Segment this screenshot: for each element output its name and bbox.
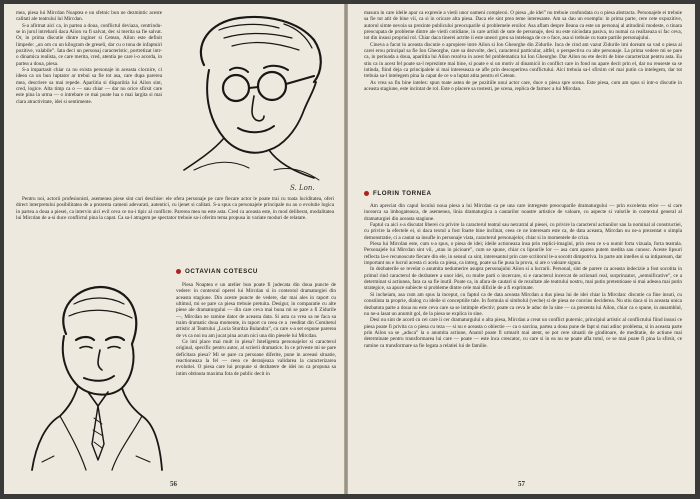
paragraph: Pentru noi, actorii profesionisti, asemenea piese sint cari deschise: ele ofera personaje pe care fiecare actor le poate trai cu toata luciditatea, oferi direct interpretului posibilitatea de a prezenta cameni adevarati, autentici, cu ijenet si calitati. S-a spus ca personajele principale nu au o evolutie logica in partea a doua a piesei, ca intervin aici evil ceva ce nu-i tipic al conflicte. Parerea mea nu este asta. Cred ca aceasta este, in mod deliberat, modalitatea lui Mircdan de a-si duce conflictul pina la capat. Ca sa-l atragem pe spectator trebuie sa-i oferim tema propusa in variate moduri de relatare.: [16, 196, 334, 222]
paragraph: Desi nu sint de acord cu cei care ii cer dramaturgului o alta piesa, Mircdan a creat un conflict puternic, principiul artistic al conflictului fiind insusi ce piesa poate fi privita ca o piesa cu teza — si nu e aceasta o obiectie — ca o sarcina, partea a doua pune de fapt si mai adinc problema, si in aceasta parte prin Ailon sa se „aduca” la o anumita actiune, Anatol poate fi urmarit mai atent, se pot cere situatii de ginditoare, de meditatie, de actiune mai determinate pentru transformarea lui care — poate — este inca crescator, cu care si in ea nu se poate afla totul, ce se mai poate fi pina la sfirsit, ce ramine ca transformare sa fie legata a relatiei lui de familie.: [364, 317, 682, 349]
left-section-text-column: [176, 282, 336, 377]
right-page: [348, 4, 695, 494]
right-top-text-column: [364, 10, 682, 92]
section-heading-octavian-cotescu: OCTAVIAN COTESCU: [176, 268, 258, 275]
paragraph: masura in care ideile apar ca expresie a vietii unor oameni complecsi. O piesa „de idei” nu trebuie confundata cu o piesa abstracta. Personajele ei trebuie sa fie tot atit de bine vii, ca si in oricare alta piesa. Daca ele sint prea teme interesante. Am sa dau un exemplu: in prima parte, cere cete expozitive, autorul simte nevoia sa prezinte publicului preocuparile si problemele eroilor. Asa aflam despre Ileana ca este un personaj al atitudinii modeste, o tinara preocupata de probleme dintre ale vietii cotidiane, in care artisti de sute de personaje, desi nu este niciodata pasiva, nu numai ca realizeaza si fac ceva, tot din insusi propriul rol. Chiar daca tinerei actrite ii este uneori greu sa inteleaga de ce o face, asa si trebuie cu toate partile personajului.: [364, 10, 682, 42]
paragraph: mea, piesa lui Mircdan Noaptea e un sfetnic bun ne dezmintic aceste calitati ale teatrului lui Mircdan.: [16, 10, 162, 23]
caricature-man-with-tie-illustration: [14, 274, 164, 474]
paragraph: As vrea sa fiu bine inteles: spun toate astea de pe pozitiile unui actor care, duce o piesa spre scena. Este piesa, cum am spus si intr-o discutie in aceasta stagiune, este incintat de rol. Este o placere sa rostesti, pe scena, replica de farmec a lui Mircdan.: [364, 79, 682, 93]
left-page: [4, 4, 345, 494]
red-bullet-icon: [364, 191, 369, 196]
left-wide-text-column: [16, 196, 334, 221]
paragraph: Si incheiam, asa cum am spus la inceput, cu faptul ca de data aceasta Mircdan a dus piesa lui de idei chiar la Mircdan: discutie ca fine insuti, cu constiinta ta proprie, dialog cu ideile si conceptiile tale. In formula si simbolul (veche) si de piesa ne convins deciderea. Nu stiu daca si in aceasta unica dezbatuta parte a doua nu este ceva care sa se intimple efectiv; poate ca ceva le aduc de la sine — ca prezenta lui Ailon, chiar ca o spune, in ansamblul, nu ne-a lasat un anumit gol, de la piesa se explica in sine.: [364, 291, 682, 317]
paragraph: Piesa Noaptea e un atelier bun poate fi judecata din doua puncte de vedere: in contextul operei lui Mircdan si in contextul dramaturgiei din aceasta stagiune. Din aceste puncte de vedere, dar mai ales in raport cu ultimul, mi se pare ca piesa trebuie pretuita. Desigur, in comparatie cu alte piese ale dramaturgului — din care ceva mai buna mi se pare a fi Zidurile —, Mircdan ne ramine dator de aceasta data. Si asta ca vrea sa ne faca sa traim dramatic doua momente, in raport cu ceea ce a reeditat din Comitetul artistic al Teatrului „Lucia Sturdza Bulandra”, cu care s-a set expune parerea de vs ca noi nu am jucat pina acum nici una din piesele lui Mircdan.: [176, 282, 336, 339]
paragraph: Cineva a facut in aceasta discutie o apropiere intre Ailon si Ion Gheorghe din Zidurile. Inca de cind am vazut Zidurile imi doream sa vad o piesa ai carei erou principal sa fie Ion Gheorghe, care sa dezvolte, deci, caracterul particular, altfel, o perspectiva cu alte personaje. La prima vedere mi se pare ca, in perioada a doua, apariitia lui Ailon rezolva in acest fel problematica lui Ion Gheorghe. Dar Ailon nu ete deciti de bine caracterizat pentru asta. Eu stiu ca in acest fel poate sa-l reprezinte mai bine, si poate e si un motiv al dinamicii in conflict care in fond nu apare decit prin el, dar nu reuseste sa se intinda, fiind deja ca principalele si mai intereseaza se afle prin descoperirea conflictului. Aici trebuia sa-l sfirsim cel mai putin ca intelegem, dar tot trebuia sa-l intelegem pina la capat de ce s-a luptat atita pentru el Cetean.: [364, 41, 682, 80]
left-top-text-column: [16, 10, 162, 105]
paragraph: Am apreciat din capul locului noua piesa a lui Mircdan ca pe una care intregeste preocuparile dramaturgului — prin excelenta etice — si care incearca sa imbogateasca, de asemenea, linia dramaturgica a cautarilor noastre artistice de valoare, cu aspecte si valorile in contextul general al dramaturgiei din aceasta stagiune.: [364, 203, 682, 222]
paragraph: Piesa lui Mircdan este, cum s-a spus, o piesa de idei; ideile actioneaza insa prin replici-imagini, prin ceea ce s-a numit forta vizuala, forta teatrala. Personajele lui Mircdan sint vii, „stau in picioare”, cum se spune, chiar cu lipsurile lor — asa cum aparea putem medita sau cunosc. Aceste lipsuri reflecta la-e recunoscute fiecare din ele, in sensul ca sint, interesantul prin care scriitorul le-a socotit dimpotriva. In parte am intelles si sa intipaream, dar important nu e lucrul acesta ci acela ca piesa, ca intreg, poate sa fie pusa la prova, si are o valoare sigura.: [364, 241, 682, 267]
paragraph: Faptul ca aici s-a discutat liberei cu privire la caracterul teatral sau netcatral al piesei, cu privire la caracterul actiunilor sau la nominal al constructiei, cu privire la efectele ei, si daca textul a fost foarte bine inclinat, ceea ce ne interesam este ca, de data aceasta, Mircdan nu ne-a prezentat o simpla demonstratie, ci a cautat sa insufle in personaje viata, caracterul personajelor, chiar si in momentele de criza.: [364, 222, 682, 241]
paragraph: S-a afirmat aici ca, in partea a doua, conflictul deviaza, centrindu-se in jurul intrebarii daca Aiion va fi salvat, dec si merita sa fie salvat. Or, in prima discutie dintre inginer si Cetean, Ailon este definit limpede: „un om cu un kilogram de greseli, dar cu o tona de infaptuiri pozitive, valabile”. Iata deci un personaj caracteristic, portretizat intr-o dinamica realista, ce care merita, cred, atentia pe care i-o acorda, in partea a doua, piesa.: [16, 22, 162, 67]
artist-signature: S. Lon.: [290, 184, 315, 192]
paragraph: In dezbaterile se revelat o anumita nedumerire asupra personajului Aiion si a lucrarii. Personal, sint de parere ca aceasta indecizie a fost socotita in primul rind caracterul de dezbatere a unor idei, cu multe parti o incercare, si e caracterul incercat de actionari real, surprinzator, „semnificative”, ce a determinat si actiunea, fara ca sa fie inutil. Poate ca, in afara de cautari si de rezultate ale teatrului nostru, mai putin pretentioase si mai adesea mai putin strategice, sa apuce subiecte si probleme dintre cele mai dificile de a fi exprimate.: [364, 266, 682, 292]
paragraph: Ce imi place mai mult in piesa? Inteligenta personajelor si caracterul original, specific pentru autor, al scrierii dramatice. In ce priveste mi se pare deficitara piesa? Mi se pare ca persoane diferite, pune in aceeasi situatie, reactioneaza la fel — ceea ce deranjeaza validarea la caracterizarea evolutiei. O piesa care lui propune si dezbatere de idei nu ca propuna sa intim obtinuta maxima fota de public decit in: [176, 339, 336, 377]
paragraph: S-a impartasit chiar ca nu exista personaje in aceasta ciocnire, ci ideea ca un bun luptator ar trebui sa fie tot asa, care dupa parerea mea, descriere sa mai repede. Apariitia si dispariitia lui Ailon sint, cred, logice. Alta timp ca o — sau chiar — dar nu orice sfirsit care este pina la urma — o intrebare ce mai poate lua o mai largita si mai clara atractivitate, idei si sentimente.: [16, 67, 162, 105]
red-bullet-icon: [176, 269, 181, 274]
page-number-right: 57: [518, 480, 525, 488]
page-number-left: 56: [170, 480, 177, 488]
right-section-text-column: [364, 203, 682, 349]
caricature-glasses-man-illustration: [164, 10, 334, 188]
section-heading-florin-tornea: FLORIN TORNEA: [364, 190, 432, 197]
